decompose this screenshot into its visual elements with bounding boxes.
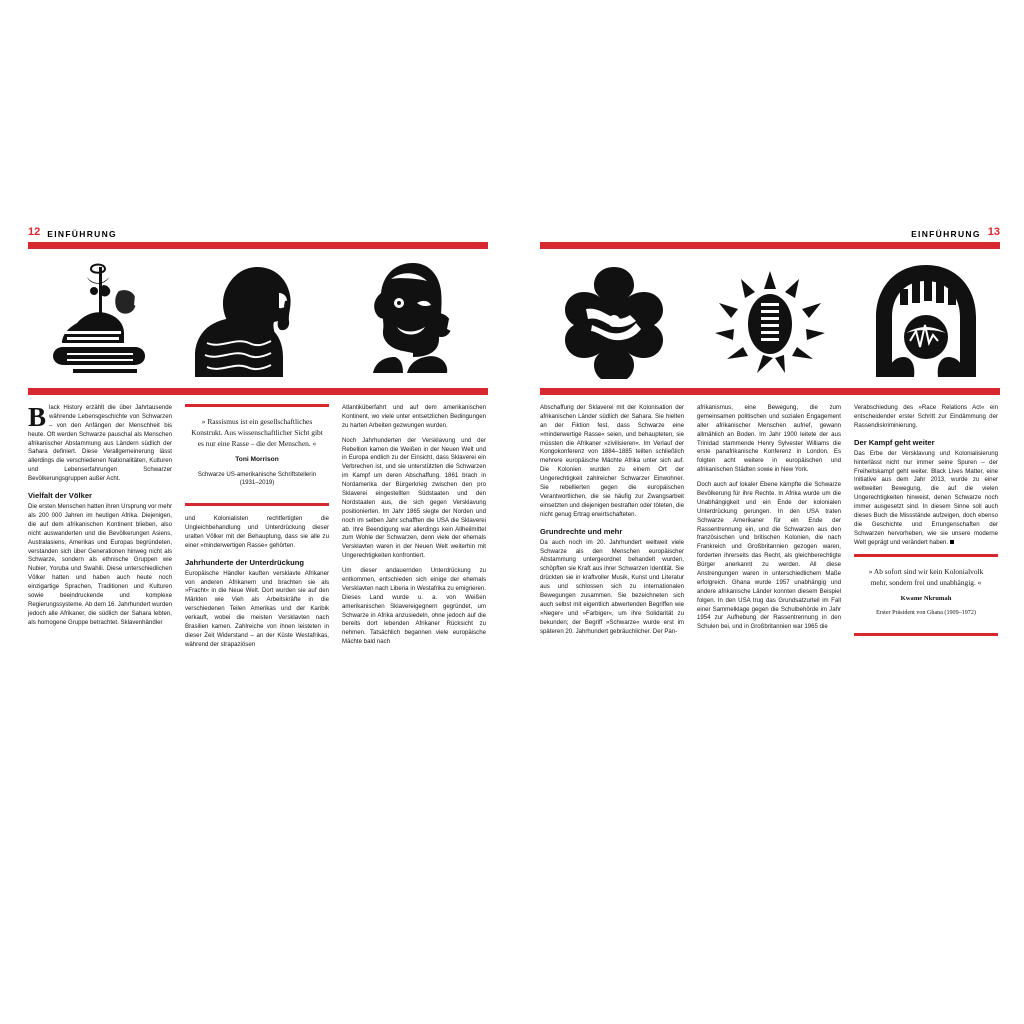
- rule-top-right: [540, 242, 1000, 249]
- split-face-portrait-icon: [340, 259, 488, 379]
- subheading-grundrechte: Grundrechte und mehr: [540, 526, 623, 536]
- columns-left: [28, 404, 488, 656]
- running-head-right: [540, 222, 1000, 238]
- paragraph: Atlantiküberfahrt und auf dem amerikanischen Kontinent, wo viele unter entsetzlichen Bedingungen zu harten Arbeiten gezwungen wurden.: [342, 404, 486, 429]
- paragraph: afrikanismus, eine Bewegung, die zum gemeinsamen politischen und sozialen Engagement aller afrikanischer Menschen aufrief, gewann allmählich an Boden. Im Jahr 1900 leitete der aus Trinidad stammende Henry Sylvester Williams die erste panafrikanische Konferenz in London. Es folgten acht weitere in europäischen und afrikanischen Städten sowie in New York.: [697, 404, 841, 474]
- paragraph: Verabschiedung des »Race Relations Act« ein entscheidender erster Schritt zur Eindämmung der Rassendiskriminierung.: [854, 404, 998, 429]
- pull-quote-attribution: Toni Morrison: [235, 456, 279, 464]
- woman-profile-silhouette-icon: [184, 259, 332, 379]
- folio-left: 12: [28, 226, 41, 238]
- paragraph: Doch auch auf lokaler Ebene kämpfte die Schwarze Bevölkerung für ihre Rechte. In Afrika wurde um die Unabhängigkeit und ein Ende der kolonialen Unterdrückung gerungen. In den USA traten Schwarze Amerikaner für ein Ende der Rassentrennung ein, und die Schwarzen aus den französischen und britischen Kolonien, die nach Frankreich und Großbritannien gezogen waren, forderten ihrerseits das Recht, als gleichberechtigte Bürger anerkannt zu werden. All diese Anstrengungen waren in unterschiedlichem Maße erfolgreich. Ghana wurde 1957 unabhängig und andere afrikanische Länder konnten diesem Beispiel folgen. In den USA trug das Grundsatzurteil im Fall einer Sammelklage gegen die Schulbehörde im Jahr 1954 zur Aufhebung der Rassentrennung in den Schulen bei, und in Großbritannien war 1965 die: [697, 481, 841, 631]
- rule-mid-right: [540, 388, 1000, 395]
- pull-quote-attribution: Kwame Nkrumah: [900, 594, 952, 602]
- pull-quote-nkrumah: [854, 554, 998, 636]
- rule-top-left: [28, 242, 488, 249]
- column-right-1: [540, 404, 684, 645]
- pull-quote-role: Erster Präsident von Ghana (1909–1972): [876, 610, 976, 617]
- running-title-right: EINFÜHRUNG: [911, 228, 981, 239]
- end-mark-icon: [950, 540, 954, 544]
- illustration-band-left: [28, 259, 488, 379]
- paragraph: Um dieser andauernden Unterdrückung zu entkommen, entschieden sich einige der ehemals Versklavten nach Liberia in Westafrika zu emigrieren. Dieses Land wurde u. a. von Weißen amerikanischen Sklavereigegnern gegründet, um Schwarze in Afrika anzusiedeln, ohne jedoch auf die bereits dort lebenden Afrikaner Rücksicht zu nehmen. Tatsächlich begannen viele europäische Mächte bald nach: [342, 567, 486, 646]
- subheading-vielfalt: Vielfalt der Völker: [28, 491, 93, 501]
- column-left-1: [28, 404, 172, 656]
- seated-figure-with-staff-icon: [28, 259, 176, 379]
- paragraph: und Kolonialisten rechtfertigten die Ungleichbehandlung und Unterdrückung dieser uralten Völker mit der Behauptung, dass sie alle zu einer »minderwertigen Rasse« gehörten.: [185, 515, 329, 549]
- pull-quote-text: » Rassismus ist ein gesellschaftliches Konstrukt. Aus wissenschaftlicher Sicht gibt es nur eine Rasse – die der Menschen. «: [191, 417, 323, 449]
- column-right-3: [854, 404, 998, 645]
- rule-mid-left: [28, 388, 488, 395]
- paragraph: [854, 450, 998, 548]
- columns-right: [540, 404, 1000, 645]
- column-left-2: [185, 404, 329, 656]
- sunburst-shield-icon: [696, 259, 844, 379]
- paragraph: Da auch noch im 20. Jahrhundert weltweit viele Schwarze als den Menschen europäischer Abstammung untergeordnet behandelt wurden, schöpften sie Kraft aus ihrer Schwarzen Identität. Sie drückten sie in kraftvoller Musik, Kunst und Literatur aus und schlossen sich zu internationalen Bewegungen zusammen. Sie bezeichneten sich auch selbst mit eigentlich abwertenden Begriffen wie »Neger« und »Farbiger«, um ihre Solidarität zu bekunden; der Begriff »Schwarze« wurde erst im späteren 20. Jahrhundert gebräuchlicher. Der Pan-: [540, 538, 684, 635]
- arch-portal-figures-icon: [852, 259, 1000, 379]
- illustration-band-right: [540, 259, 1000, 379]
- pull-quote-role: Schwarze US-amerikanische Schriftstellerin (1931–2019): [197, 470, 317, 487]
- paragraph: Die ersten Menschen hatten ihren Ursprung vor mehr als 200 000 Jahren im heutigen Afrika. Diejenigen, die auf dem afrikanischen Kontinent blieben, also nicht auswanderten und die Bevölkerungen Asiens, Australasiens, Amerikas und Europas begründeten, verstanden sich über Generationen hinweg nicht als Schwarze, sondern als ethnische Gruppen wie Nubier, Yoruba und Swahili. Diese unterschiedlichen Völker hatten und haben auch heute noch einzigartige Sprachen, Traditionen und Kulturen sowie beeindruckende und komplexe Regierungssysteme. Ab dem 16. Jahrhundert wurden jedoch alle Afrikaner, die südlich der Sahara lebten, als homogene Gruppe betrachtet. Sklavenhändler: [28, 503, 172, 626]
- intro-paragraph: Black History erzählt die über Jahrtausende währende Lebensgeschichte von Schwarzen – von den Anfängen der Menschheit bis heute. Oft werden Schwarze pauschal als Menschen afrikanischer Abstammung aus Ländern südlich der Sahara definiert. Diese Verallgemeinerung lässt allerdings die verschiedenen Nationalitäten, Kulturen und Lebenserfahrungen Schwarzer Bevölkerungsgruppen außer Acht.: [28, 402, 172, 483]
- subheading-unterdrueckung: Jahrhunderte der Unterdrückung: [185, 557, 304, 567]
- running-head-left: [28, 222, 488, 238]
- handshake-cross-emblem-icon: [540, 259, 688, 379]
- column-right-2: [697, 404, 841, 645]
- pull-quote-morrison: [185, 404, 329, 506]
- paragraph-text: Das Erbe der Versklavung und Kolonialisierung hinterlässt nicht nur immer seine Spuren – der Freiheitskampf geht weiter. Black Lives Matter, eine Initiative aus dem Jahr 2013, wurde zu einer weltweiten Bewegung, die auf die vielen Ungerechtigkeiten hinweist, denen Schwarze noch immer ausgesetzt sind. In diesem Sinne soll auch dieses Buch die Missstände aufzeigen, doch ebenso die Geschichte und Errungenschaften der Schwarzen hervorheben, wie sie unsere moderne Welt geprägt und verändert haben.: [854, 449, 998, 546]
- subheading-kampf: Der Kampf geht weiter: [854, 437, 935, 447]
- running-title-left: EINFÜHRUNG: [47, 228, 117, 239]
- paragraph: Abschaffung der Sklaverei mit der Kolonisation der afrikanischen Länder südlich der Sahara. Sie hielten an der Fiktion fest, dass Schwarze eine »minderwertige Rasse« seien, und behaupteten, sie müssten die Afrikaner »zivilisieren«. Im Verlauf der Kongokonferenz von 1884–1885 teilten schließlich mehrere europäische Mächte Afrika unter sich auf. Die Kolonien wurden zu einem Ort der Ungerechtigkeit zahlreicher Schwarzer Einwohner. Sie rebellierten gegen die europäischen Verantwortlichen, die sie häufig zur Zwangsarbeit einsetzten und diejenigen bestraften oder töteten, die nicht genug Ertrag erwirtschafteten.: [540, 404, 684, 518]
- folio-right: 13: [987, 226, 1000, 238]
- paragraph: Noch Jahrhunderten der Versklavung und der Rebellion kamen die Weißen in der Neuen Welt und in Europa endlich zu der Einsicht, dass Sklaverei ein Verbrechen ist, und sie unterstützten die Schwarzen im Kampf um deren Abschaffung. 1861 brach in Nordamerika der Bürgerkrieg zwischen den pro Sklaverei eingestellten Südstaaten und den Nordstaaten aus, die sich gegen Versklavung positionierten. Im Jahr 1865 siegte der Norden und noch im selben Jahr schafften die USA die Sklaverei ab. Ihre Beendigung war allerdings kein Allheilmittel zum Wohle der Schwarzen, denn viele der ehemals Versklavten waren in der Neuen Welt weiterhin mit Ungerechtigkeiten konfrontiert.: [342, 436, 486, 560]
- pull-quote-text: » Ab sofort sind wir kein Kolonialvolk mehr, sondern frei und unabhängig. «: [868, 566, 984, 587]
- paragraph: Europäische Händler kauften versklavte Afrikaner von anderen Afrikanern und brachten sie als »Fracht« in die Neue Welt. Dort wurden sie auf den Märkten wie Vieh als Arbeitskräfte in die verschiedenen Teilen Amerikas und der Karibik verkauft, wobei die meisten Versklavten nach Brasilien kamen. Zahlreiche von ihnen leisteten in dieser Zeit Widerstand – an der Küste Westafrikas, während der strapaziösen: [185, 569, 329, 648]
- page-right: [540, 222, 1000, 802]
- page-left: [28, 222, 488, 802]
- column-left-3: [342, 404, 486, 656]
